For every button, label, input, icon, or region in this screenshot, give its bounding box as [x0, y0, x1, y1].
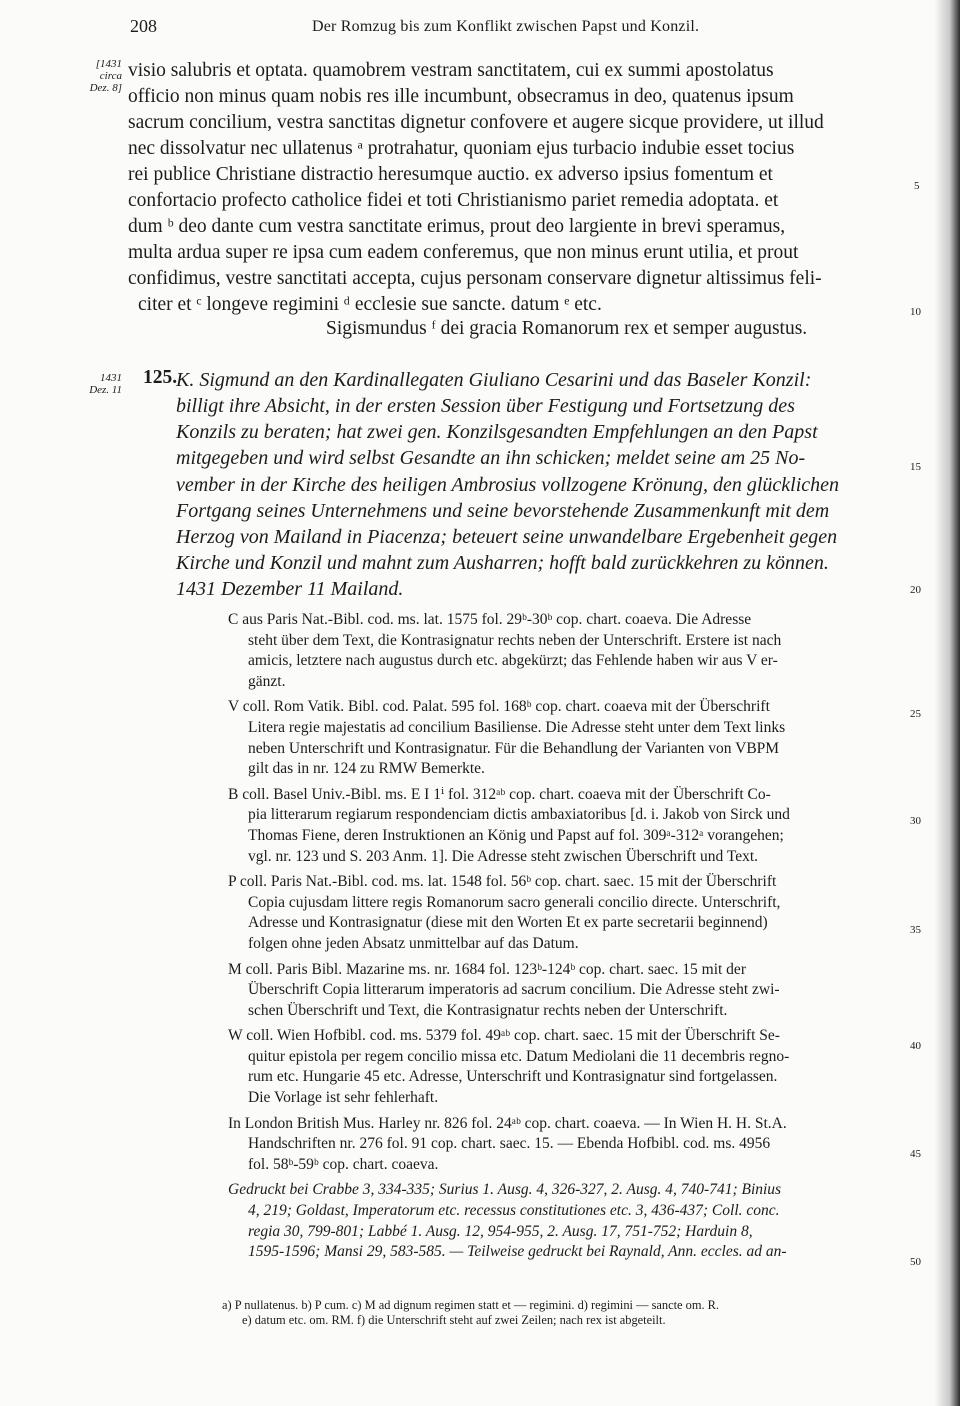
- apparatus-line: vgl. nr. 123 und S. 203 Anm. 1]. Die Adresse steht zwischen Überschrift und Text.: [248, 847, 759, 865]
- margin-date-top: [80, 58, 122, 94]
- line-number: 25: [910, 708, 921, 720]
- apparatus-line: quitur epistola per regem concilio missa etc. Datum Mediolani die 11 decembris regno-: [248, 1047, 790, 1065]
- margin-date-line: 1431: [100, 372, 122, 384]
- apparatus-line: Thomas Fiene, deren Instruktionen an König und Papst auf fol. 309ᵃ-312ᵃ vorangehen;: [248, 826, 784, 844]
- apparatus-line: gänzt.: [248, 672, 286, 690]
- margin-date-line: circa: [99, 70, 122, 82]
- apparatus-line: M coll. Paris Bibl. Mazarine ms. nr. 1684 fol. 123ᵇ-124ᵇ cop. chart. saec. 15 mit der: [228, 960, 746, 978]
- text-line: confidimus, vestre sanctitati accepta, cujus personam conservare dignetur altissimus feli-: [128, 268, 822, 289]
- apparatus-line: regia 30, 799-801; Labbé 1. Ausg. 12, 954-955, 2. Ausg. 17, 751-752; Harduin 8,: [248, 1222, 753, 1240]
- margin-date-line: [1431: [95, 58, 122, 70]
- running-title: Der Romzug bis zum Konflikt zwischen Papst und Konzil.: [312, 18, 700, 35]
- apparatus-line: Gedruckt bei Crabbe 3, 334-335; Surius 1. Ausg. 4, 326-327, 2. Ausg. 4, 740-741; Binius: [228, 1181, 782, 1199]
- register-summary: [176, 367, 916, 393]
- apparatus-line: schen Überschrift und Text, die Kontrasignatur rechts neben der Unterschrift.: [248, 1001, 728, 1019]
- apparatus-line: Adresse und Kontrasignatur (diese mit den Worten Et ex parte secretarii beginnend): [248, 914, 768, 932]
- page-number: 208: [130, 16, 157, 36]
- apparatus-line: neben Unterschrift und Kontrasignatur. Für die Behandlung der Varianten von VBPM: [248, 739, 780, 757]
- line-number: 5: [914, 180, 920, 192]
- apparatus-line: folgen ohne jeden Absatz unmittelbar auf das Datum.: [248, 934, 579, 952]
- apparatus-line: Litera regie majestatis ad concilium Basiliense. Die Adresse steht unter dem Text links: [248, 718, 786, 736]
- apparatus-line: gilt das in nr. 124 zu RMW Bemerkte.: [248, 760, 485, 778]
- critical-apparatus: [228, 610, 908, 1263]
- line-number: 45: [910, 1148, 921, 1160]
- summary-line: Kirche und Konzil und mahnt zum Ausharren; hofft bald zurückkehren zu können.: [176, 552, 829, 575]
- summary-line: billigt ihre Absicht, in der ersten Session über Festigung und Fortsetzung des: [176, 395, 795, 417]
- page-header: [130, 16, 920, 46]
- apparatus-line: amicis, letztere nach augustus durch etc. abgekürzt; das Fehlende haben wir aus V er-: [248, 652, 778, 670]
- text-line: sacrum concilium, vestra sanctitas dignetur confovere et augere sicque providere, ut illud: [128, 112, 824, 133]
- apparatus-line: Copia cujusdam littere regis Romanorum sacro generali concilio directe. Unterschrift,: [248, 893, 781, 911]
- summary-line: vember in der Kirche des heiligen Ambrosius vollzogene Krönung, den glücklichen: [176, 473, 840, 496]
- text-line: citer et ᶜ longeve regimini ᵈ ecclesie sue sancte. datum ᵉ etc.: [138, 294, 602, 315]
- footnote-line: a) P nullatenus. b) P cum. c) M ad dignum regimen statt et — regimini. d) regimini — sancte om. R.: [222, 1298, 720, 1312]
- footnote-line: e) datum etc. om. RM. f) die Unterschrift steht auf zwei Zeilen; nach rex ist abgeteilt.: [242, 1313, 666, 1327]
- apparatus-line: rum etc. Hungarie 45 etc. Adresse, Unterschrift und Kontrasignatur sind fortgelassen.: [248, 1068, 778, 1086]
- text-line: rei publice Christiane distractio heresumque auctio. ex adverso ipsius fomentum et: [128, 164, 773, 185]
- apparatus-line: In London British Mus. Harley nr. 826 fol. 24ᵃᵇ cop. chart. coaeva. — In Wien H. H. St.A.: [228, 1114, 787, 1132]
- register-summary-continued: [176, 393, 936, 603]
- line-number: 30: [910, 815, 921, 827]
- apparatus-line: fol. 58ᵇ-59ᵇ cop. chart. coaeva.: [248, 1155, 439, 1173]
- summary-line: 1431 Dezember 11 Mailand.: [176, 578, 404, 601]
- signature: Sigismundus ᶠ dei gracia Romanorum rex et semper augustus.: [326, 318, 808, 339]
- apparatus-line: steht über dem Text, die Kontrasignatur rechts neben der Unterschrift. Erstere ist nach: [248, 631, 782, 649]
- page-edge-shadow: [934, 0, 960, 1406]
- summary-line: Herzog von Mailand in Piacenza; beteuert seine unwandelbare Ergebenheit gegen: [176, 525, 838, 548]
- text-line: nec dissolvatur nec ullatenus ᵃ protrahatur, quoniam ejus turbacio indubie esset tocius: [128, 138, 795, 159]
- apparatus-line: C aus Paris Nat.-Bibl. cod. ms. lat. 1575 fol. 29ᵇ-30ᵇ cop. chart. coaeva. Die Adresse: [228, 611, 752, 628]
- apparatus-line: Die Vorlage ist sehr fehlerhaft.: [248, 1089, 439, 1107]
- margin-date-line: Dez. 8]: [89, 82, 122, 94]
- line-number: 15: [910, 461, 921, 473]
- summary-line: K. Sigmund an den Kardinallegaten Giuliano Cesarini und das Baseler Konzil:: [176, 369, 812, 391]
- register-number: 125.: [143, 367, 178, 388]
- summary-line: mitgegeben und wird selbst Gesandte an ihn schicken; meldet seine am 25 No-: [176, 447, 806, 470]
- text-line: officio non minus quam nobis res ille incumbunt, obsecramus in deo, quatenus ipsum: [128, 86, 794, 107]
- line-number: 35: [910, 924, 921, 936]
- main-text: [128, 58, 908, 318]
- margin-date-register: [80, 372, 122, 396]
- apparatus-line: 4, 219; Goldast, Imperatorum etc. recessus constitutiones etc. 3, 436-437; Coll. conc.: [248, 1202, 780, 1220]
- apparatus-line: P coll. Paris Nat.-Bibl. cod. ms. lat. 1548 fol. 56ᵇ cop. chart. saec. 15 mit der Überschrift: [228, 873, 777, 891]
- text-line: multa ardua super re ipsa cum eadem conferemus, que non minus erunt utilia, et prout: [128, 242, 799, 263]
- apparatus-line: W coll. Wien Hofbibl. cod. ms. 5379 fol. 49ᵃᵇ cop. chart. saec. 15 mit der Überschrift Se-: [228, 1027, 780, 1045]
- summary-line: Konzils zu beraten; hat zwei gen. Konzilsgesandten Empfehlungen an den Papst: [176, 421, 818, 444]
- apparatus-line: Überschrift Copia litterarum imperatoris ad sacrum concilium. Die Adresse steht zwi-: [248, 981, 780, 999]
- footnotes: [222, 1298, 912, 1328]
- text-line: dum ᵇ deo dante cum vestra sanctitate erimus, prout deo largiente in brevi speramus,: [128, 216, 786, 237]
- line-number: 40: [910, 1040, 921, 1052]
- line-number: 10: [910, 306, 921, 318]
- line-number: 50: [910, 1256, 921, 1268]
- margin-date-line: Dez. 11: [89, 384, 122, 396]
- apparatus-line: 1595-1596; Mansi 29, 583-585. — Teilweise gedruckt bei Raynald, Ann. eccles. ad an-: [248, 1243, 787, 1261]
- apparatus-line: B coll. Basel Univ.-Bibl. ms. E I 1ⁱ fol. 312ᵃᵇ cop. chart. coaeva mit der Überschrift Co-: [228, 785, 771, 803]
- summary-line: Fortgang seines Unternehmens und seine bevorstehende Zusammenkunft mit dem: [176, 499, 830, 522]
- text-line: confortacio profecto catholice fidei et toti Christianismo pariet remedia adoptata. et: [128, 190, 779, 211]
- text-line: visio salubris et optata. quamobrem vestram sanctitatem, cui ex summi apostolatus: [128, 60, 774, 81]
- line-number: 20: [910, 584, 921, 596]
- apparatus-line: V coll. Rom Vatik. Bibl. cod. Palat. 595 fol. 168ᵇ cop. chart. coaeva mit der Überschrift: [228, 698, 770, 716]
- apparatus-line: pia litterarum regiarum respondenciam dictis ambaxiatoribus [d. i. Jakob von Sirck und: [248, 806, 790, 824]
- apparatus-line: Handschriften nr. 276 fol. 91 cop. chart. saec. 15. — Ebenda Hofbibl. cod. ms. 4956: [248, 1135, 771, 1153]
